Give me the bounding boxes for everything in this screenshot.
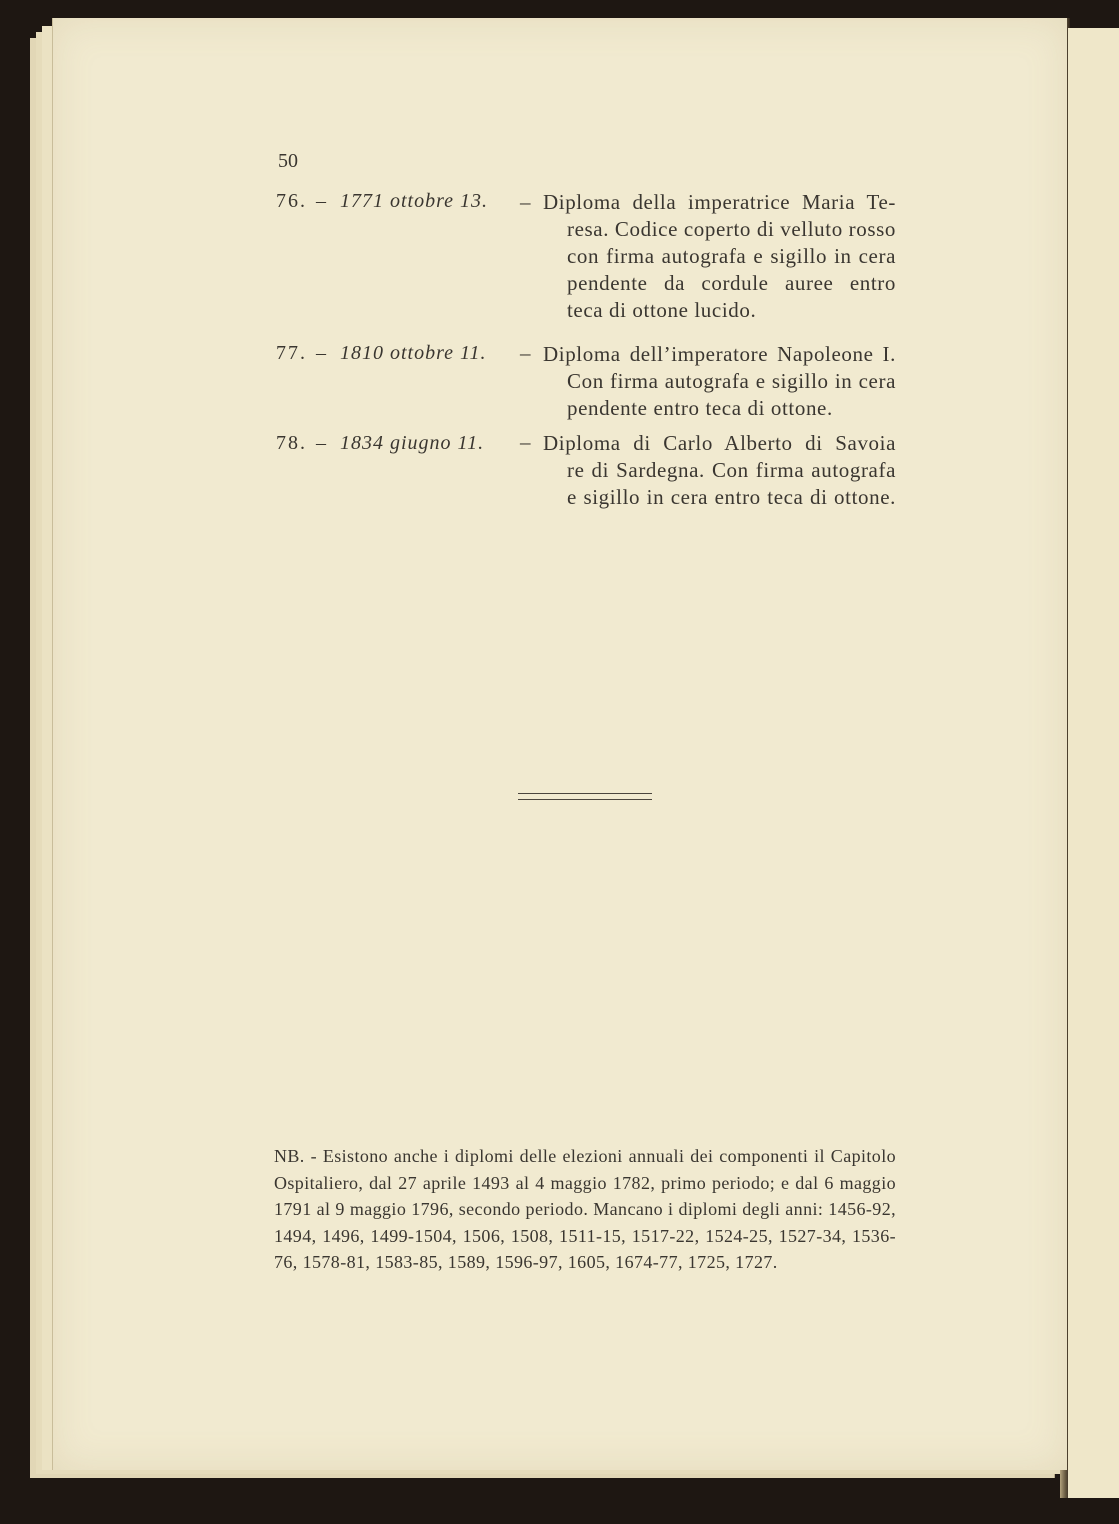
entry-date: 1771 ottobre 13. (340, 190, 489, 212)
facing-page-edge (1068, 28, 1119, 1498)
footnote: NB. - Esistono anche i diplomi delle elezioni annuali dei componenti il Capitolo Ospitaliero, dal 27 aprile 1493 al 4 maggio 1782, primo periodo; e dal 6 maggio 1791 al 9 maggio 1796, secondo periodo. Mancano i diplomi degli anni: 1456-92, 1494, 1496, 1499-1504, 1506, 1508, 1511-15, 1517-22, 1524-25, 1527-34, 1536-76, 1578-81, 1583-85, 1589, 1596-97, 1605, 1674-77, 1725, 1727. (274, 1146, 896, 1272)
entry-line: e sigillo in cera entro teca di ottone. (567, 485, 896, 509)
entry-line: Diploma di Carlo Alberto di Savoia (543, 431, 896, 455)
entry-line: resa. Codice coperto di velluto rosso (567, 217, 896, 241)
separator-rule-bottom (518, 799, 652, 800)
entry-dash: – (520, 430, 531, 454)
entry-number: 78. (276, 432, 307, 454)
entry-separator: – (316, 190, 328, 212)
entry-line: re di Sardegna. Con firma autografa (567, 458, 896, 482)
entry-number: 76. (276, 190, 307, 212)
entry-date: 1834 giugno 11. (340, 432, 485, 454)
entry-line: Diploma della imperatrice Maria Te- (543, 190, 896, 214)
entry-dash: – (520, 190, 531, 214)
entry-line: pendente da cordule auree entro (567, 271, 896, 295)
separator-rule-top (518, 793, 652, 794)
entry-date: 1810 ottobre 11. (340, 342, 487, 364)
entry-line: Diploma dell’imperatore Napoleone I. (543, 342, 896, 366)
entry-line: con firma autografa e sigillo in cera (567, 244, 896, 268)
entry-dash: – (520, 341, 531, 365)
entry-number: 77. (276, 342, 307, 364)
entry-line: pendente entro teca di ottone. (567, 396, 833, 420)
page-number: 50 (278, 150, 298, 172)
entry-separator: – (316, 432, 328, 454)
entry-line: Con firma autografa e sigillo in cera (567, 369, 896, 393)
entry-separator: – (316, 342, 328, 364)
entry-line: teca di ottone lucido. (567, 298, 757, 322)
